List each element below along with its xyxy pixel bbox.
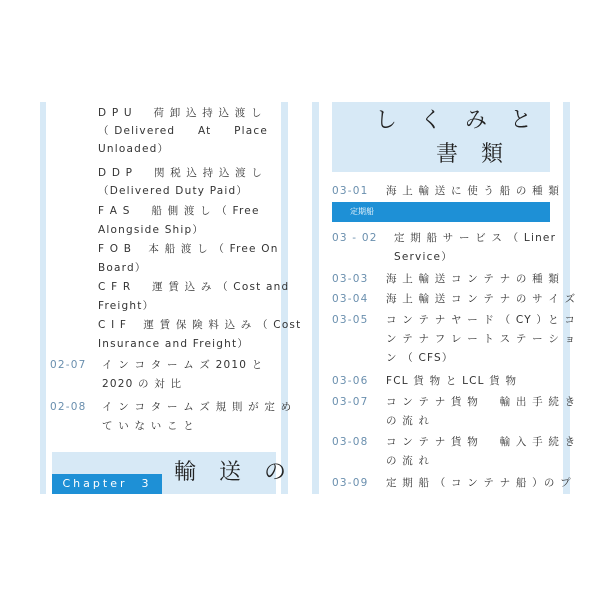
toc-item[interactable]: コ ン テ ナ 貨 物 輸 入 手 続 き	[386, 436, 577, 448]
toc-item[interactable]: て い な い こ と	[102, 420, 195, 432]
section-number: 02-08	[50, 401, 87, 413]
section-number: 03-06	[332, 375, 369, 387]
toc-item[interactable]: C F R 運 賃 込 み （ Cost and	[98, 281, 290, 293]
toc-item[interactable]: ン （ CFS）	[386, 352, 454, 364]
toc-item[interactable]: 海 上 輸 送 コ ン テ ナ の 種 類	[386, 273, 561, 285]
section-number: 03-09	[332, 477, 369, 489]
toc-item[interactable]: コ ン テ ナ ヤ ー ド （ CY ）と コ	[386, 314, 577, 326]
toc-item-part: Place	[234, 125, 268, 137]
toc-item[interactable]: FCL 貨 物 と LCL 貨 物	[386, 375, 518, 387]
section-number: 03-08	[332, 436, 369, 448]
chapter-label[interactable]: Chapter 3	[52, 474, 162, 494]
section-number: 03-03	[332, 273, 369, 285]
toc-item[interactable]: の 流 れ	[386, 455, 431, 467]
section-number: 03-04	[332, 293, 369, 305]
toc-item[interactable]: 海 上 輸 送 に 使 う 船 の 種 類	[386, 185, 561, 197]
toc-item[interactable]: の 流 れ	[386, 415, 431, 427]
section-number: 03-05	[332, 314, 369, 326]
section-number: 03 - 02	[332, 232, 378, 244]
subheading-bar: 定期船	[332, 202, 550, 222]
toc-item[interactable]: Insurance and Freight）	[98, 338, 250, 350]
right-page	[320, 102, 577, 494]
section-number: 03-01	[332, 185, 369, 197]
toc-item[interactable]: Freight）	[98, 300, 155, 312]
left-page-right-bar	[281, 102, 288, 494]
toc-item[interactable]: Board）	[98, 262, 147, 274]
toc-item[interactable]: 定 期 船 サ ー ビ ス （ Liner	[394, 232, 557, 244]
toc-item-part: （ Delivered	[98, 125, 176, 137]
toc-item[interactable]: D D P 関 税 込 持 込 渡 し	[98, 167, 264, 179]
toc-item[interactable]: 海 上 輸 送 コ ン テ ナ の サ イ ズ	[386, 293, 577, 305]
right-page-left-bar	[312, 102, 319, 494]
chapter-title-box	[332, 102, 550, 172]
toc-item[interactable]: Unloaded）	[98, 143, 170, 155]
toc-item[interactable]: C I F 運 賃 保 険 料 込 み （ Cost	[98, 319, 302, 331]
section-number: 03-07	[332, 396, 369, 408]
toc-item-part: At	[197, 125, 212, 137]
toc-item[interactable]	[98, 124, 268, 138]
chapter-title-line2: 書 類	[436, 142, 511, 167]
toc-item[interactable]: イ ン コ タ ー ム ズ 規 則 が 定 め	[102, 401, 293, 413]
toc-item[interactable]: F A S 船 側 渡 し （ Free	[98, 205, 260, 217]
toc-item[interactable]: D P U 荷 卸 込 持 込 渡 し	[98, 107, 263, 119]
toc-item[interactable]: 定 期 船 （ コ ン テ ナ 船 ）の プ	[386, 477, 572, 489]
toc-item[interactable]: F O B 本 船 渡 し （ Free On	[98, 243, 279, 255]
toc-item[interactable]: （Delivered Duty Paid）	[98, 185, 249, 197]
toc-item[interactable]: Alongside Ship）	[98, 224, 205, 236]
chapter-title-line1: し く み と	[375, 108, 540, 133]
toc-item[interactable]: ン テ ナ フ レ ー ト ス テ ー シ ョ	[386, 333, 577, 345]
toc-item[interactable]: 2020 の 対 比	[102, 378, 183, 390]
toc-item[interactable]: イ ン コ タ ー ム ズ 2010 と	[102, 359, 264, 371]
section-number: 02-07	[50, 359, 87, 371]
chapter-title: 輸 送 の	[174, 460, 294, 485]
left-page	[40, 102, 302, 494]
toc-item[interactable]: Service）	[394, 251, 453, 263]
toc-item[interactable]: コ ン テ ナ 貨 物 輸 出 手 続 き	[386, 396, 577, 408]
